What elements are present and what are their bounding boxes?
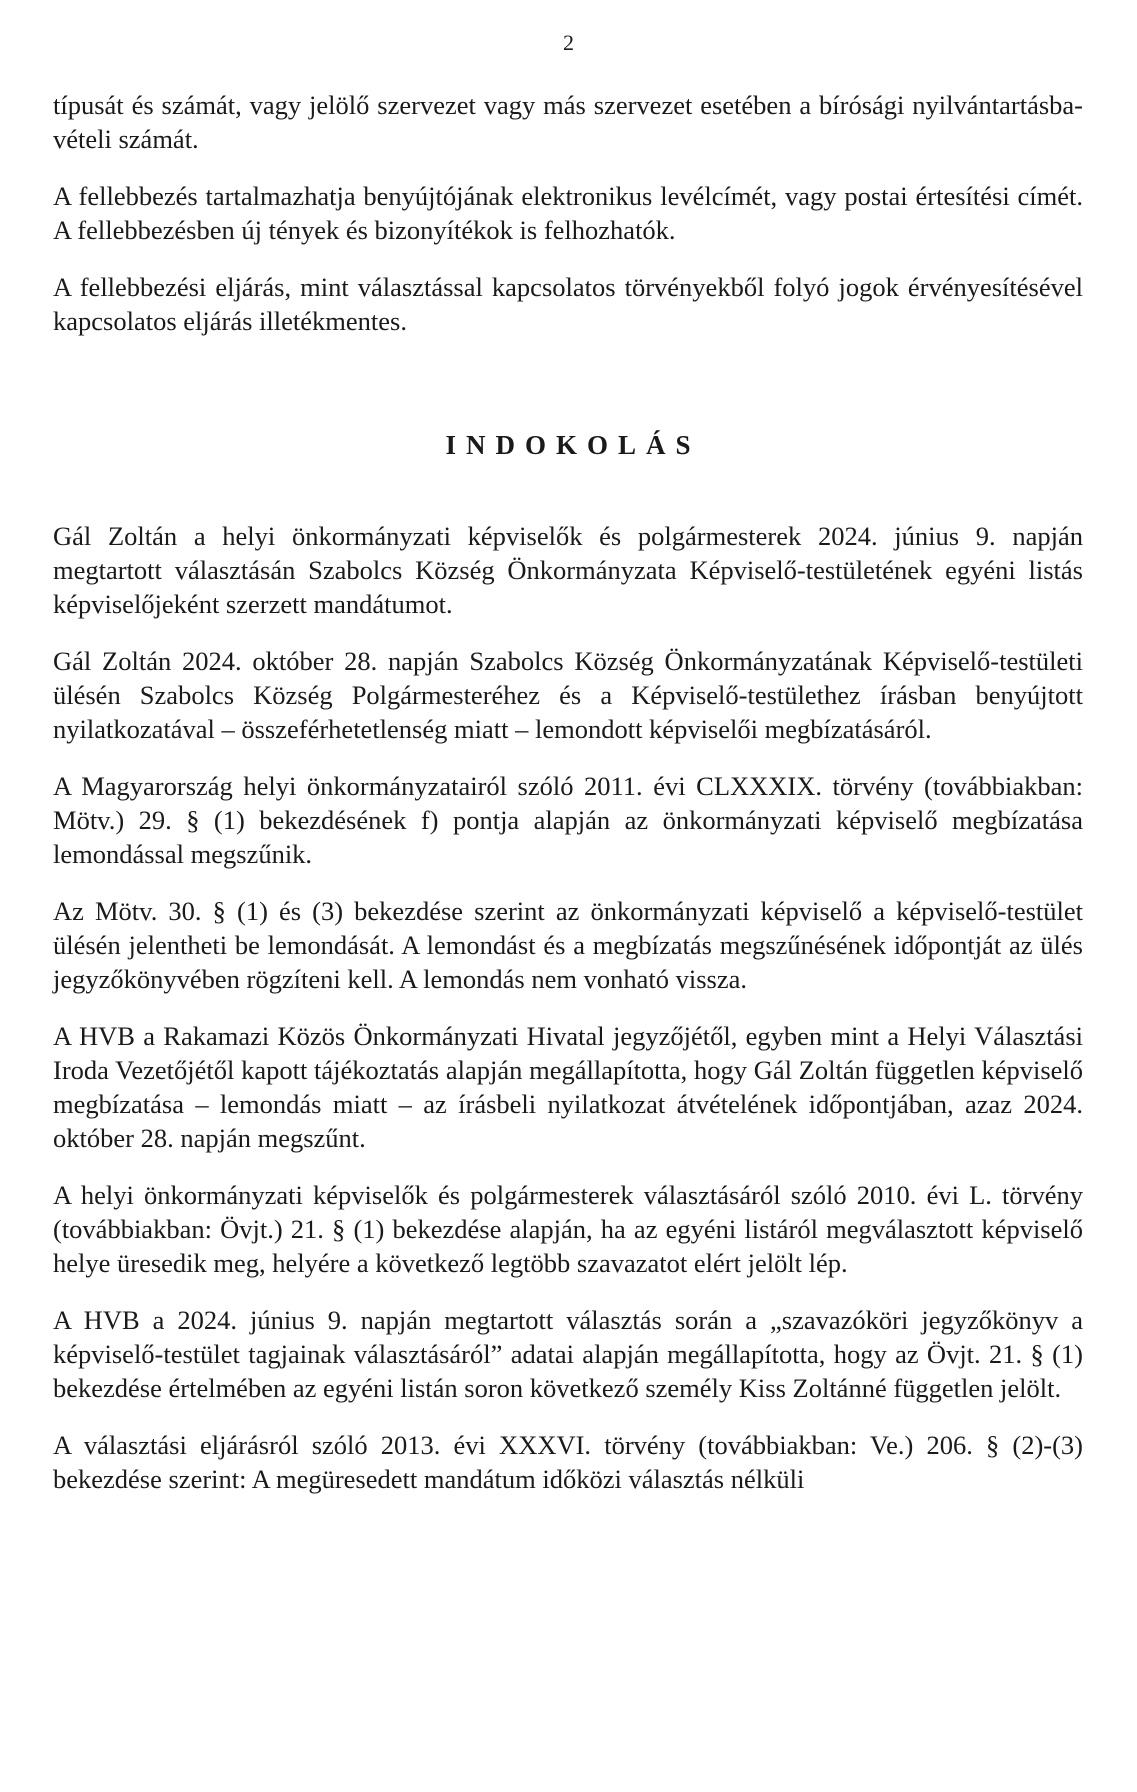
reasoning-paragraph-7: A HVB a 2024. június 9. napján megtartott választás során a „szavazóköri jegyzőkönyv a képviselő-testület tagjainak választásáról” adatai alapján megállapította, hogy az Övjt. 21. § (1) bekezdése értelmében az egyéni listán soron következő személy Kiss Zoltánné független jelölt. — [53, 1305, 1083, 1403]
reasoning-paragraph-8: A választási eljárásról szóló 2013. évi XXXVI. törvény (továbbiakban: Ve.) 206. § (2)-(3) bekezdése szerint: A megüresedett mandátum időközi választás nélküli — [53, 1430, 1083, 1494]
reasoning-paragraph-3: A Magyarország helyi önkormányzatairól szóló 2011. évi CLXXXIX. törvény (továbbiakban: Mötv.) 29. § (1) bekezdésének f) pontja alapján az önkormányzati képviselő megbízatása lemondással megszűnik. — [53, 771, 1083, 869]
section-heading-indokolas: INDOKOLÁS — [445, 430, 701, 460]
reasoning-paragraph-1: Gál Zoltán a helyi önkormányzati képviselők és polgármesterek 2024. június 9. napján megtartott választásán Szabolcs Község Önkormányzata Képviselő-testületének egyéni listás képviselőjeként szerzett mandátumot. — [53, 521, 1083, 619]
intro-paragraph-2: A fellebbezés tartalmazhatja benyújtójának elektronikus levélcímét, vagy postai értesítési címét. A fellebbezésben új tények és bizonyítékok is felhozhatók. — [53, 181, 1083, 245]
reasoning-paragraph-4: Az Mötv. 30. § (1) és (3) bekezdése szerint az önkormányzati képviselő a képviselő-testület ülésén jelentheti be lemondását. A lemondást és a megbízatás megszűnésének időpontját az ülés jegyzőkönyvében rögzíteni kell. A lemondás nem vonható vissza. — [53, 896, 1083, 994]
intro-paragraph-3: A fellebbezési eljárás, mint választással kapcsolatos törvényekből folyó jogok érvényesítésével kapcsolatos eljárás illetékmentes. — [53, 272, 1083, 336]
reasoning-paragraph-2: Gál Zoltán 2024. október 28. napján Szabolcs Község Önkormányzatának Képviselő-testületi ülésén Szabolcs Község Polgármesteréhez és a Képviselő-testülethez írásban benyújtott nyilatkozatával – összeférhetetlenség miatt – lemondott képviselői megbízatásáról. — [53, 646, 1083, 744]
reasoning-paragraph-6: A helyi önkormányzati képviselők és polgármesterek választásáról szóló 2010. évi L. törvény (továbbiakban: Övjt.) 21. § (1) bekezdése alapján, ha az egyéni listáról megválasztott képviselő helye üresedik meg, helyére a következő legtöbb szavazatot elért jelölt lép. — [53, 1180, 1083, 1278]
page-number: 2 — [563, 30, 574, 55]
intro-paragraph-1: típusát és számát, vagy jelölő szervezet vagy más szervezet esetében a bírósági nyilvántartásba-vételi számát. — [53, 90, 1083, 154]
reasoning-paragraph-5: A HVB a Rakamazi Közös Önkormányzati Hivatal jegyzőjétől, egyben mint a Helyi Választási Iroda Vezetőjétől kapott tájékoztatás alapján megállapította, hogy Gál Zoltán független képviselő megbízatása – lemondás miatt – az írásbeli nyilatkozat átvételének időpontjában, azaz 2024. október 28. napján megszűnt. — [53, 1021, 1083, 1153]
document-body — [53, 88, 1083, 1496]
